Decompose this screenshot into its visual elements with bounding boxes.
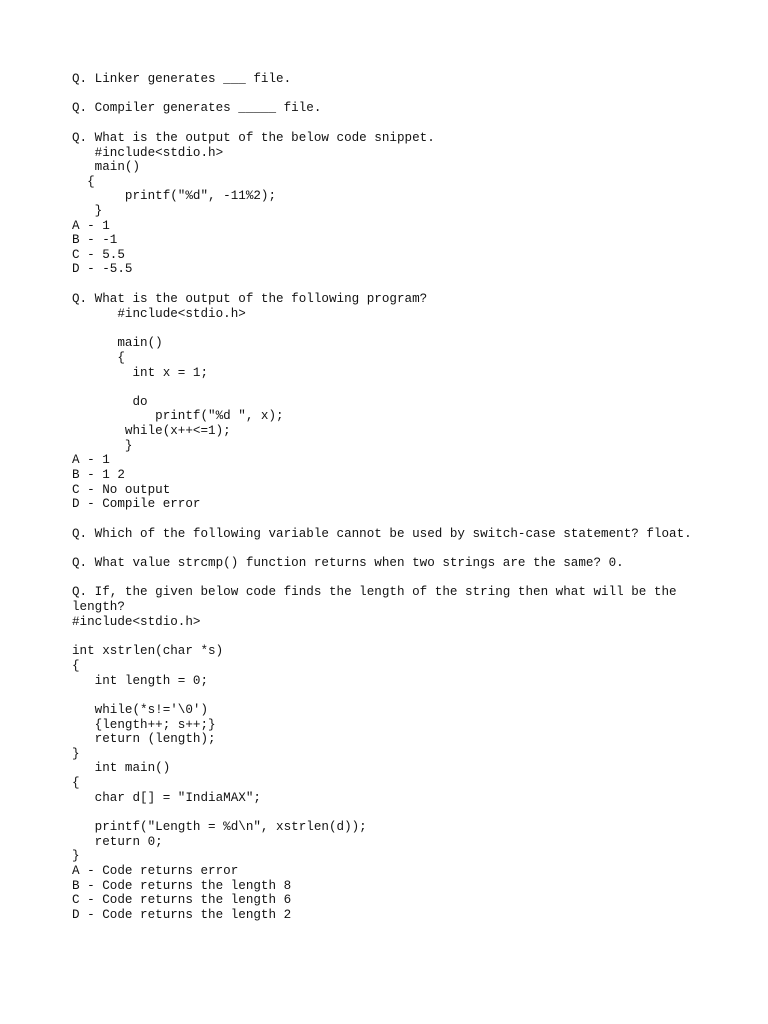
text-line: printf("%d ", x); <box>72 409 284 423</box>
text-line: B - -1 <box>72 233 118 247</box>
text-line: { <box>72 776 80 790</box>
text-line: {length++; s++;} <box>72 718 216 732</box>
text-line: D - Compile error <box>72 497 201 511</box>
text-line: A - 1 <box>72 219 110 233</box>
text-line: Q. Linker generates ___ file. <box>72 72 292 86</box>
text-line: Q. Which of the following variable cannot be used by switch-case statement? float. <box>72 527 692 541</box>
text-line: C - Code returns the length 6 <box>72 893 292 907</box>
text-line: } <box>72 204 103 218</box>
text-line: D - Code returns the length 2 <box>72 908 292 922</box>
text-line: #include<stdio.h> <box>72 146 224 160</box>
text-line: A - Code returns error <box>72 864 239 878</box>
text-line: int main() <box>72 761 171 775</box>
text-line: main() <box>72 160 141 174</box>
text-line: printf("Length = %d\n", xstrlen(d)); <box>72 820 367 834</box>
text-line: B - 1 2 <box>72 468 125 482</box>
text-line: { <box>72 175 95 189</box>
text-line: #include<stdio.h> <box>72 615 201 629</box>
text-line: while(x++<=1); <box>72 424 231 438</box>
text-line: Q. What is the output of the below code snippet. <box>72 131 435 145</box>
text-line: D - -5.5 <box>72 262 133 276</box>
text-line: Q. If, the given below code finds the length of the string then what will be the <box>72 585 677 599</box>
text-line: length? <box>72 600 125 614</box>
text-line: B - Code returns the length 8 <box>72 879 292 893</box>
text-line: main() <box>72 336 163 350</box>
text-line: return (length); <box>72 732 216 746</box>
text-line: } <box>72 747 80 761</box>
text-line: { <box>72 659 80 673</box>
text-line: { <box>72 351 125 365</box>
text-line: } <box>72 439 133 453</box>
text-line: C - No output <box>72 483 171 497</box>
text-line: Q. What is the output of the following program? <box>72 292 428 306</box>
text-line: int x = 1; <box>72 366 209 380</box>
text-line: Q. Compiler generates _____ file. <box>72 101 322 115</box>
text-line: #include<stdio.h> <box>72 307 246 321</box>
text-line: return 0; <box>72 835 163 849</box>
text-line: } <box>72 849 80 863</box>
text-line: A - 1 <box>72 453 110 467</box>
text-line: char d[] = "IndiaMAX"; <box>72 791 261 805</box>
text-line: int xstrlen(char *s) <box>72 644 224 658</box>
text-line: do <box>72 395 148 409</box>
text-line: Q. What value strcmp() function returns when two strings are the same? 0. <box>72 556 624 570</box>
text-line: int length = 0; <box>72 674 209 688</box>
text-line: C - 5.5 <box>72 248 125 262</box>
text-line: while(*s!='\0') <box>72 703 209 717</box>
text-line: printf("%d", -11%2); <box>72 189 277 203</box>
